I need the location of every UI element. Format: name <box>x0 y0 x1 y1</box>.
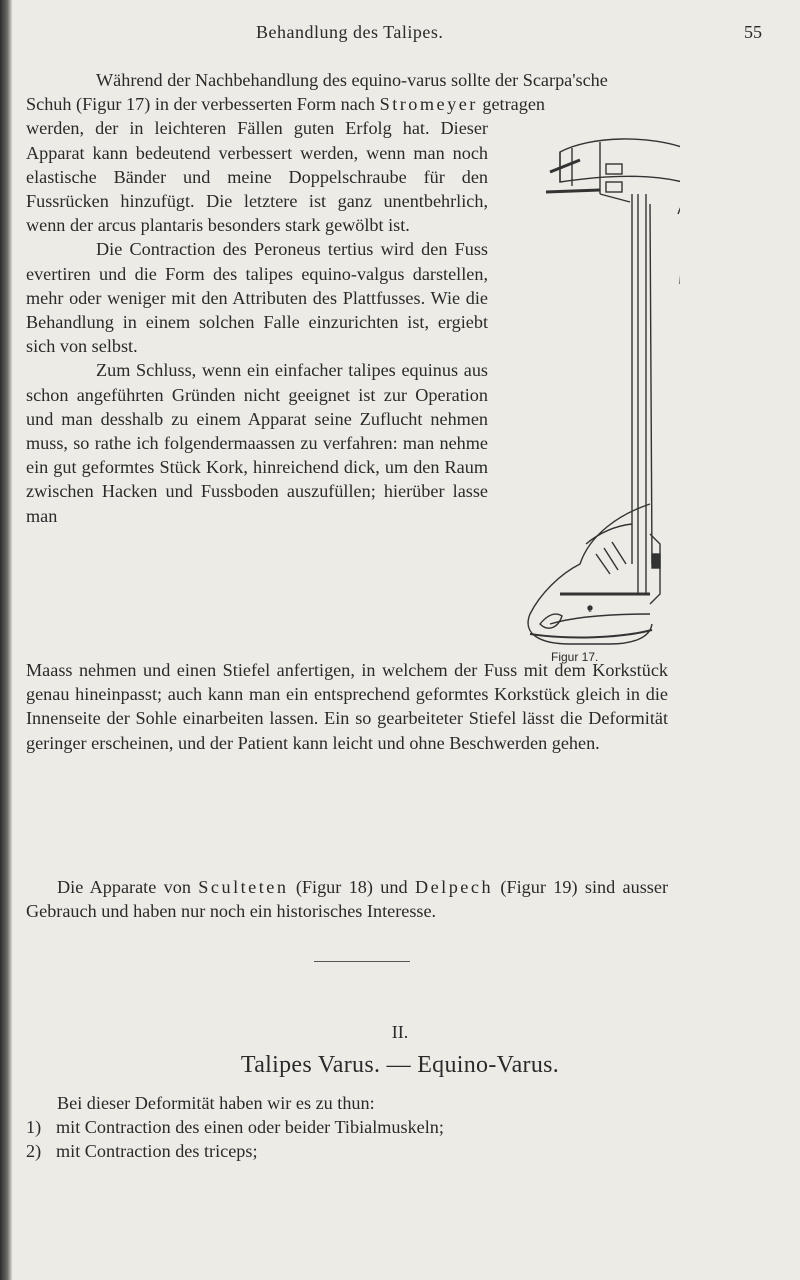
figure-letter-c: c <box>588 604 592 614</box>
text-run: Die Apparate von <box>57 877 199 897</box>
text-run: (Figur 19) sind ausser Gebrauch und haben nur noch ein historisches Interesse. <box>26 877 669 922</box>
figure-17-shoe-apparatus <box>500 124 680 654</box>
section-number: II. <box>391 1022 409 1042</box>
paragraph-boot: Maass nehmen und einen Stiefel anfertigen, in welchem der Fuss mit dem Korkstück genau hineinpasst; auch kann man ein entsprechend geformtes Korkstück gleich in die Innenseite der Sohle einarbeiten lassen. Ein so gearbeiteter Stiefel lässt die Deformität geringer erscheinen, und der Patient kann leicht und ohne Beschwerden gehen. <box>26 660 668 753</box>
section-title: Talipes Varus. — Equino-Varus. <box>240 1052 560 1078</box>
text-run: getragen <box>477 94 545 115</box>
author-name-delpech: Delpech <box>414 877 494 897</box>
paragraph-conclusion: Zum Schluss, wenn ein einfacher talipes equinus aus schon angeführten Gründen nicht geeignet ist zur Operation und man desshalb zu einem Apparat seine Zuflucht nehmen muss, so rathe ich folgendermaassen zu verfahren: man nehme ein gut geformtes Stück Kork, hinreichend dick, um den Raum zwischen Hacken und Fussboden auszufüllen; hierüber lasse man <box>26 360 488 526</box>
paragraph-historical-apparatus <box>26 875 668 923</box>
paragraph-scarpa-shoe <box>26 68 608 528</box>
author-name-stromeyer: Stromeyer <box>379 94 478 115</box>
paragraph-rest: werden, der in leichteren Fällen guten Erfolg hat. Dieser Apparat kann bedeutend verbessert werden, wenn man noch elastische Bänder und meine Doppelschraube für den Fussrücken hinzufügt. Die letztere ist ganz unentbehrlich, wenn der arcus plantaris besonders stark gewölbt ist. <box>26 118 488 236</box>
list-item-number: 1) <box>26 1117 42 1137</box>
running-title: Behandlung des Talipes. <box>256 22 444 42</box>
shoe-brace-illustration <box>500 124 680 654</box>
running-header <box>0 22 800 52</box>
paragraph-peroneus: Die Contraction des Peroneus tertius wird den Fuss evertiren und die Form des talipes equino-valgus darstellen, mehr oder weniger mit den Attributen des Plattfusses. Wie die Behandlung in einem solchen Falle einzurichten ist, ergiebt sich von selbst. <box>26 239 488 357</box>
list-item <box>26 1141 258 1162</box>
list-item-text: mit Contraction des einen oder beider Tibialmuskeln; <box>56 1117 444 1137</box>
text-run: Schuh (Figur 17) in der verbesserten Form nach <box>26 94 380 115</box>
text-run: (Figur 18) und <box>288 877 415 897</box>
section-divider <box>314 961 410 962</box>
paragraph-line-1: Während der Nachbehandlung des equino-varus sollte der Scarpa'sche <box>96 70 608 90</box>
author-name-sculteten: Sculteten <box>198 877 289 897</box>
page-number: 55 <box>744 22 762 42</box>
list-item-number: 2) <box>26 1141 42 1161</box>
section-intro: Bei dieser Deformität haben wir es zu thun: <box>57 1093 375 1113</box>
book-spine-shadow <box>0 0 12 1280</box>
list-item-text: mit Contraction des triceps; <box>56 1141 258 1161</box>
paragraph-line-2 <box>26 92 658 116</box>
list-item <box>26 1117 444 1138</box>
figure-caption: Figur 17. <box>551 650 599 664</box>
